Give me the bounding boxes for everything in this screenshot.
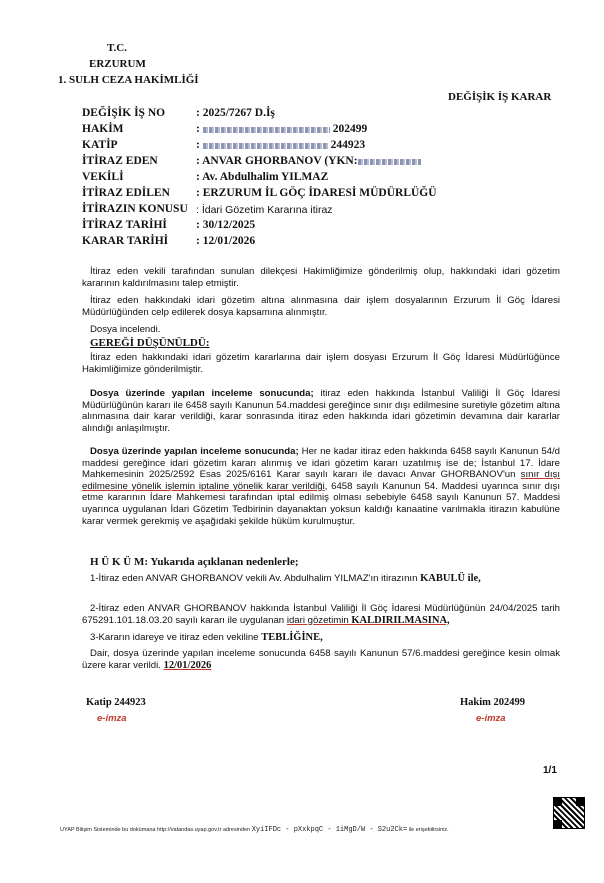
underlined-text: sınır dışı edilmesine yönelik işlemin iptaline yönelik karar verildiği [82,469,560,492]
meta-label: İTİRAZ EDİLEN [82,187,170,199]
hakim-esign: e-imza [476,713,506,724]
meta-label: DEĞİŞİK İŞ NO [82,107,166,119]
page-number: 1/1 [543,765,557,776]
paragraph-text: , 6458 sayılı Kanunun 54. Maddesi uyarınca sınır dışı etme kararının İdare Mahkemesi tarafından iptal edilmiş olması sebebiyle 6458 sayılı Kanunun 57. Maddesi uyarınca uygulanan İdari Gözetim Tedbirinin dayanaktan yoksun kaldığı kanaatine varılmakla itirazın kabulüne karar vermek gerekmiş ve aşağıdaki şekilde hüküm kurulmuştur. [82,480,560,527]
paragraph-lead: Dosya üzerinde yapılan inceleme sonucunda; [90,446,299,457]
decision-date: 12/01/2026 [163,659,212,671]
meta-value: : ANVAR GHORBANOV (YKN: [196,155,358,167]
meta-label: İTİRAZ EDEN [82,155,158,167]
hukum-decision: TEBLİĞİNE, [261,632,323,643]
redacted-ykn [358,155,421,167]
paragraph-dosya-celp: İtiraz eden hakkındaki idari gözetim altına alınmasına dair işlem dosyalarının Erzurum İl Göç İdaresi Müdürlüğünden celp edilerek dosya kapsamına alınmıştır. [82,295,560,318]
katip-esign: e-imza [97,713,127,724]
meta-row-hakim [82,123,562,138]
meta-row-itiraz-tarihi [82,219,562,234]
meta-row-vekili [82,171,562,186]
paragraph-dosya-incelendi: Dosya incelendi. [90,324,161,335]
section-title-geregi: GEREĞİ DÜŞÜNÜLDÜ: [90,337,210,349]
meta-value: : İdari Gözetim Kararına itiraz [196,204,333,216]
hukum-item-2 [82,603,560,626]
meta-value: : 30/12/2025 [196,219,256,231]
meta-row-itiraz-eden [82,155,562,170]
meta-sicil: 202499 [329,123,368,135]
hukum-item-1 [82,573,560,585]
meta-label: VEKİLİ [82,171,124,183]
meta-row-katip [82,139,562,154]
meta-label: KATİP [82,139,118,151]
meta-label: HAKİM [82,123,124,135]
meta-label: KARAR TARİHİ [82,235,169,247]
hukum-decision: KABULÜ ile, [420,573,481,584]
hukum-decision: KALDIRILMASINA, [351,614,450,626]
redacted-name [203,139,328,151]
paragraph-text: Dair, dosya üzerinde yapılan inceleme sonucunda 6458 sayılı Kanunun 57/6.maddesi gereğince kesin olmak üzere karar verildi. [82,648,560,671]
hukum-text: 1-İtiraz eden ANVAR GHORBANOV vekili Av. Abdulhalim YILMAZ'ın itirazının [90,573,421,584]
paragraph-text: itiraz eden hakkında İstanbul Valiliği İl Göç İdaresi Müdürlüğünün kararı ile 6458 sayılı Kanunun 54.maddesi gereğince sınır dışı edilmesine suretiyle gözetim altına alınmasına dair karar verildiği, karar sonrasında itiraz eden hakkında idari gözetimin devamına dair kararlar alındığı anlaşılmıştır. [82,388,560,434]
doc-type-title: DEĞİŞİK İŞ KARAR [448,91,552,103]
paragraph-final [82,648,560,671]
meta-value: : [196,139,203,151]
hukum-text: 2-İtiraz eden ANVAR GHORBANOV hakkında İstanbul Valiliği İl Göç İdaresi Müdürlüğünün 24/04/2025 tarih 675291.101.18.03.20 sayılı kararı ile uygulanan [82,603,560,626]
meta-value: : ERZURUM İL GÖÇ İDARESİ MÜDÜRLÜĞÜ [196,187,437,199]
katip-signature-label: Katip 244923 [86,697,146,708]
header-city: ERZURUM [89,58,146,70]
paragraph-gonderim: İtiraz eden hakkındaki idari gözetim kararlarına dair işlem dosyası Erzurum İl Göç İdaresi Müdürlüğünce Hakimliğimize gönderilmiştir. [82,352,560,375]
meta-value: : 12/01/2026 [196,235,256,247]
hukum-title: H Ü K Ü M: Yukarıda açıklanan nedenlerle; [90,556,299,568]
footer-text: UYAP Bilişim Sisteminde bu dokümana http://vatandas.uyap.gov.tr adresinden [60,827,251,833]
paragraph-intro: İtiraz eden vekili tarafından sunulan dilekçesi Hakimliğimize gönderilmiş olup, hakkındaki idari gözetim kararının kaldırılmasını talep etmiştir. [82,266,560,289]
meta-value: : Av. Abdulhalim YILMAZ [196,171,329,183]
meta-row-no [82,107,562,122]
header-court: 1. SULH CEZA HAKİMLİĞİ [58,74,199,86]
hukum-item-3 [82,632,560,644]
paragraph-text: Her ne kadar itiraz eden hakkında 6458 sayılı Kanunun 54/d maddesi gereğince idari gözetim kararı alınmış ve idari gözetim kararı uzatılmış ise de; İstanbul 17. İdare Mahkemesinin 2025/2592 Esas 2025/6161 Karar sayılı kararı ile davacı Anvar GHORBANOV'un [82,446,561,481]
footer-text: ile erişebilirsiniz. [408,827,449,833]
meta-value: : 2025/7267 D.İş [196,107,275,119]
meta-label: İTİRAZIN KONUSU [82,203,188,215]
verification-code: XyiIFDc - pXxkpqC - 1iMgD/W - S2u2Ck= [251,826,408,834]
underlined-text: idari gözetimin [286,614,352,626]
paragraph-lead: Dosya üzerinde yapılan inceleme sonucunda; [90,388,314,399]
redacted-name [203,123,330,135]
meta-label: İTİRAZ TARİHİ [82,219,167,231]
meta-sicil: 244923 [327,139,366,151]
paragraph-inceleme-2 [82,446,560,527]
hukum-text: 3-Kararın idareye ve itiraz eden vekiline [90,632,262,643]
meta-row-karar-tarihi [82,235,562,250]
paragraph-inceleme-1 [82,388,560,434]
meta-row-itiraz-edilen [82,187,562,202]
qr-code-icon [553,797,585,829]
meta-value: : [196,123,203,135]
header-tc: T.C. [107,42,127,54]
hakim-signature-label: Hakim 202499 [460,697,526,708]
footer-verification [60,826,449,834]
meta-row-konu [82,203,562,218]
